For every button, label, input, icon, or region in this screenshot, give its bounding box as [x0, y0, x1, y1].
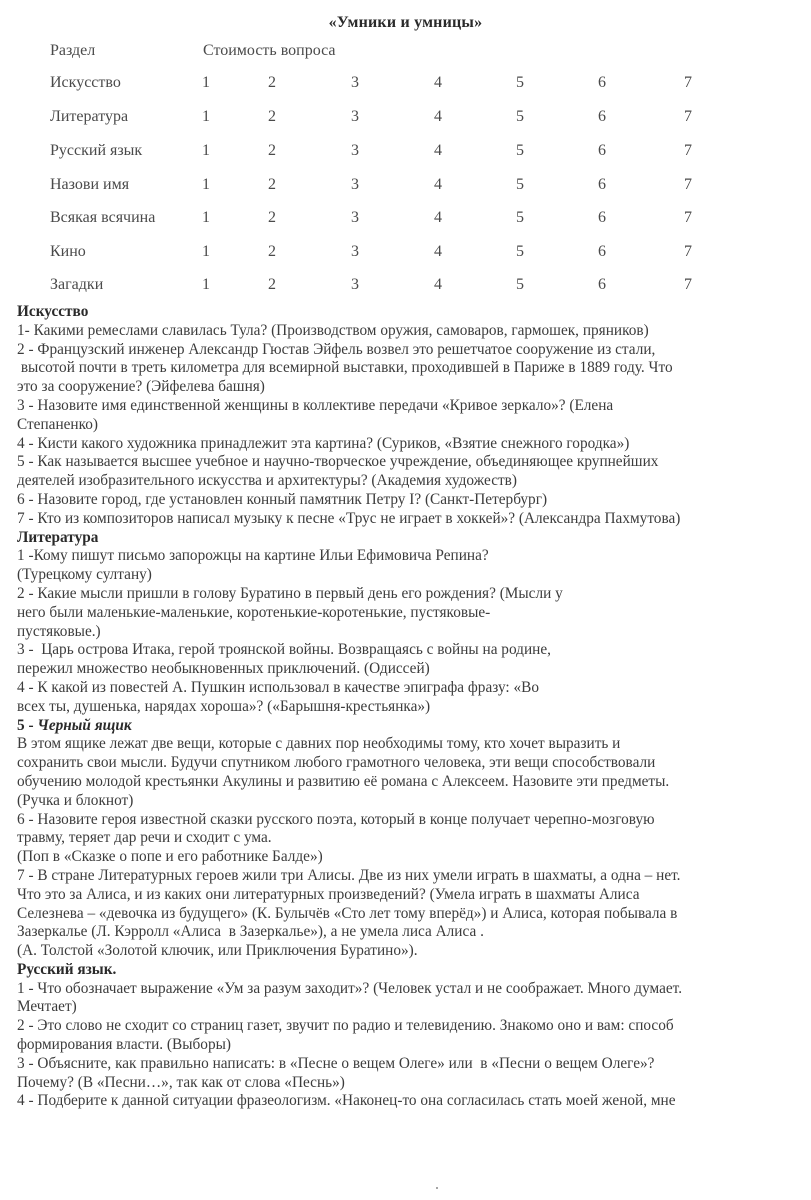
question-line: всех ты, душенька, нарядах хороша»? («Барышня-крестьянка»): [17, 697, 431, 715]
question-line: это за сооружение? (Эйфелева башня): [17, 378, 265, 396]
cost-cell: 7: [684, 142, 692, 159]
question-line: сохранить свои мысли. Будучи спутником любого грамотного человека, эти вещи способствовали: [17, 754, 656, 772]
cost-cell: 1: [202, 142, 210, 159]
cost-cell: 5: [516, 243, 524, 260]
question-line: (Ручка и блокнот): [17, 791, 134, 809]
cost-cell: 7: [684, 243, 692, 260]
table-row: [0, 142, 811, 166]
question-line: Что это за Алиса, и из каких они литературных произведений? (Умела играть в шахматы Алиса: [17, 885, 640, 903]
question-line: Степаненко): [17, 415, 99, 433]
cost-cell: 7: [684, 74, 692, 91]
question-line: Мечтает): [17, 998, 77, 1016]
cost-cell: 6: [598, 243, 606, 260]
question-line: 3 - Назовите имя единственной женщины в коллективе передачи «Кривое зеркало»? (Елена: [17, 396, 614, 414]
question-line: Зазеркалье (Л. Кэрролл «Алиса в Зазеркалье»), а не умела лиса Алиса .: [17, 923, 484, 941]
question-line: 3 - Царь острова Итака, герой троянской войны. Возвращаясь с войны на родине,: [17, 641, 551, 659]
question-line: 1 -Кому пишут письмо запорожцы на картине Ильи Ефимовича Репина?: [17, 547, 489, 565]
table-row: [0, 74, 811, 98]
black-box-title: Черный ящик: [37, 716, 132, 734]
cost-cell: 3: [351, 276, 359, 293]
cost-cell: 2: [268, 74, 276, 91]
question-line: 4 - Кисти какого художника принадлежит эта картина? (Суриков, «Взятие снежного городка»): [17, 434, 630, 452]
question-line: травму, теряет дар речи и сходит с ума.: [17, 829, 272, 847]
section-heading-literature: Литература: [17, 528, 99, 546]
cost-cell: 1: [202, 276, 210, 293]
cost-cell: 5: [516, 276, 524, 293]
cost-cell: 2: [268, 276, 276, 293]
scan-speck: [436, 1187, 438, 1189]
cost-cell: 7: [684, 276, 692, 293]
row-label: Всякая всячина: [50, 209, 156, 226]
table-row: [0, 276, 811, 300]
cost-cell: 6: [598, 176, 606, 193]
cost-cell: 2: [268, 209, 276, 226]
table-header-section: Раздел: [50, 42, 96, 59]
cost-cell: 7: [684, 209, 692, 226]
question-line: формирования власти. (Выборы): [17, 1036, 231, 1054]
table-row: [0, 209, 811, 233]
section-heading-art: Искусство: [17, 303, 89, 320]
question-line: 2 - Французский инженер Александр Гюстав Эйфель возвел это решетчатое сооружение из стали,: [17, 340, 656, 358]
cost-cell: 3: [351, 142, 359, 159]
cost-cell: 3: [351, 243, 359, 260]
black-box-heading: [17, 717, 797, 736]
table-row: [0, 243, 811, 267]
cost-cell: 5: [516, 209, 524, 226]
question-line: 7 - В стране Литературных героев жили три Алисы. Две из них умели играть в шахматы, а одна – нет.: [17, 866, 681, 884]
cost-cell: 6: [598, 276, 606, 293]
question-line: деятелей изобразительного искусства и архитектуры? (Академия художеств): [17, 472, 517, 490]
table-row: [0, 108, 811, 132]
cost-cell: 6: [598, 74, 606, 91]
row-label: Загадки: [50, 276, 104, 293]
question-line: 6 - Назовите город, где установлен конный памятник Петру I? (Санкт-Петербург): [17, 490, 548, 508]
cost-cell: 4: [434, 243, 442, 260]
question-line: Почему? (В «Песни…», так как от слова «Песнь»): [17, 1073, 345, 1091]
row-label: Искусство: [50, 74, 121, 91]
cost-cell: 6: [598, 142, 606, 159]
cost-cell: 4: [434, 108, 442, 125]
cost-cell: 1: [202, 74, 210, 91]
question-line: 4 - К какой из повестей А. Пушкин использовал в качестве эпиграфа фразу: «Во: [17, 678, 539, 696]
cost-cell: 1: [202, 243, 210, 260]
question-line: (Турецкому султану): [17, 566, 152, 584]
page-title: «Умники и умницы»: [328, 14, 483, 31]
cost-cell: 2: [268, 108, 276, 125]
cost-cell: 5: [516, 142, 524, 159]
question-line: 4 - Подберите к данной ситуации фразеологизм. «Наконец-то она согласилась стать моей женой, мне: [17, 1092, 676, 1110]
cost-cell: 3: [351, 74, 359, 91]
row-label: Русский язык: [50, 142, 143, 159]
question-line: пережил множество необыкновенных приключений. (Одиссей): [17, 660, 430, 678]
question-line: обучению молодой крестьянки Акулины и развитию её романа с Алексеем. Назовите эти предметы.: [17, 772, 670, 790]
table-header-cost: Стоимость вопроса: [203, 42, 336, 59]
cost-cell: 4: [434, 209, 442, 226]
cost-cell: 1: [202, 209, 210, 226]
question-line: высотой почти в треть километра для всемирной выставки, проходившей в Париже в 1889 году. Что: [17, 359, 673, 377]
cost-cell: 1: [202, 176, 210, 193]
cost-cell: 1: [202, 108, 210, 125]
question-line: 1 - Что обозначает выражение «Ум за разум заходит»? (Человек устал и не соображает. Много думает.: [17, 979, 683, 997]
cost-cell: 2: [268, 176, 276, 193]
question-line: 7 - Кто из композиторов написал музыку к песне «Трус не играет в хоккей»? (Александра Пахмутова): [17, 509, 681, 527]
black-box-number: 5 -: [17, 716, 38, 734]
cost-cell: 5: [516, 74, 524, 91]
question-line: Селезнева – «девочка из будущего» (К. Булычёв «Сто лет тому вперёд») и Алиса, которая побывала в: [17, 904, 678, 922]
cost-cell: 6: [598, 209, 606, 226]
question-line: В этом ящике лежат две вещи, которые с давних пор необходимы тому, кто хочет выразить и: [17, 735, 621, 753]
cost-cell: 2: [268, 243, 276, 260]
question-line: (Поп в «Сказке о попе и его работнике Балде»): [17, 848, 323, 866]
question-line: 3 - Объясните, как правильно написать: в «Песне о вещем Олеге» или в «Песни о вещем Олеге»?: [17, 1054, 655, 1072]
question-line: 2 - Какие мысли пришли в голову Буратино в первый день его рождения? (Мысли у: [17, 584, 563, 602]
question-line: 6 - Назовите героя известной сказки русского поэта, который в конце получает черепно-мозговую: [17, 810, 655, 828]
cost-cell: 3: [351, 108, 359, 125]
question-line: 2 - Это слово не сходит со страниц газет, звучит по радио и телевидению. Знакомо оно и вам: способ: [17, 1017, 674, 1035]
questions-body: [17, 303, 797, 1111]
cost-cell: 4: [434, 142, 442, 159]
question-line: 5 - Как называется высшее учебное и научно-творческое учреждение, объединяющее крупнейших: [17, 453, 659, 471]
cost-cell: 4: [434, 276, 442, 293]
cost-cell: 2: [268, 142, 276, 159]
section-heading-russian: Русский язык.: [17, 960, 117, 978]
cost-cell: 7: [684, 108, 692, 125]
row-label: Литература: [50, 108, 129, 125]
cost-cell: 7: [684, 176, 692, 193]
cost-cell: 4: [434, 176, 442, 193]
cost-cell: 3: [351, 209, 359, 226]
row-label: Кино: [50, 243, 86, 260]
cost-cell: 5: [516, 176, 524, 193]
question-line: (А. Толстой «Золотой ключик, или Приключения Буратино»).: [17, 942, 418, 960]
cost-cell: 5: [516, 108, 524, 125]
cost-cell: 6: [598, 108, 606, 125]
question-line: 1- Какими ремеслами славилась Тула? (Производством оружия, самоваров, гармошек, пряников): [17, 321, 649, 339]
cost-cell: 3: [351, 176, 359, 193]
table-row: [0, 176, 811, 200]
question-line: пустяковые.): [17, 622, 101, 640]
question-line: него были маленькие-маленькие, коротенькие-коротенькие, пустяковые-: [17, 603, 491, 621]
row-label: Назови имя: [50, 176, 130, 193]
cost-cell: 4: [434, 74, 442, 91]
